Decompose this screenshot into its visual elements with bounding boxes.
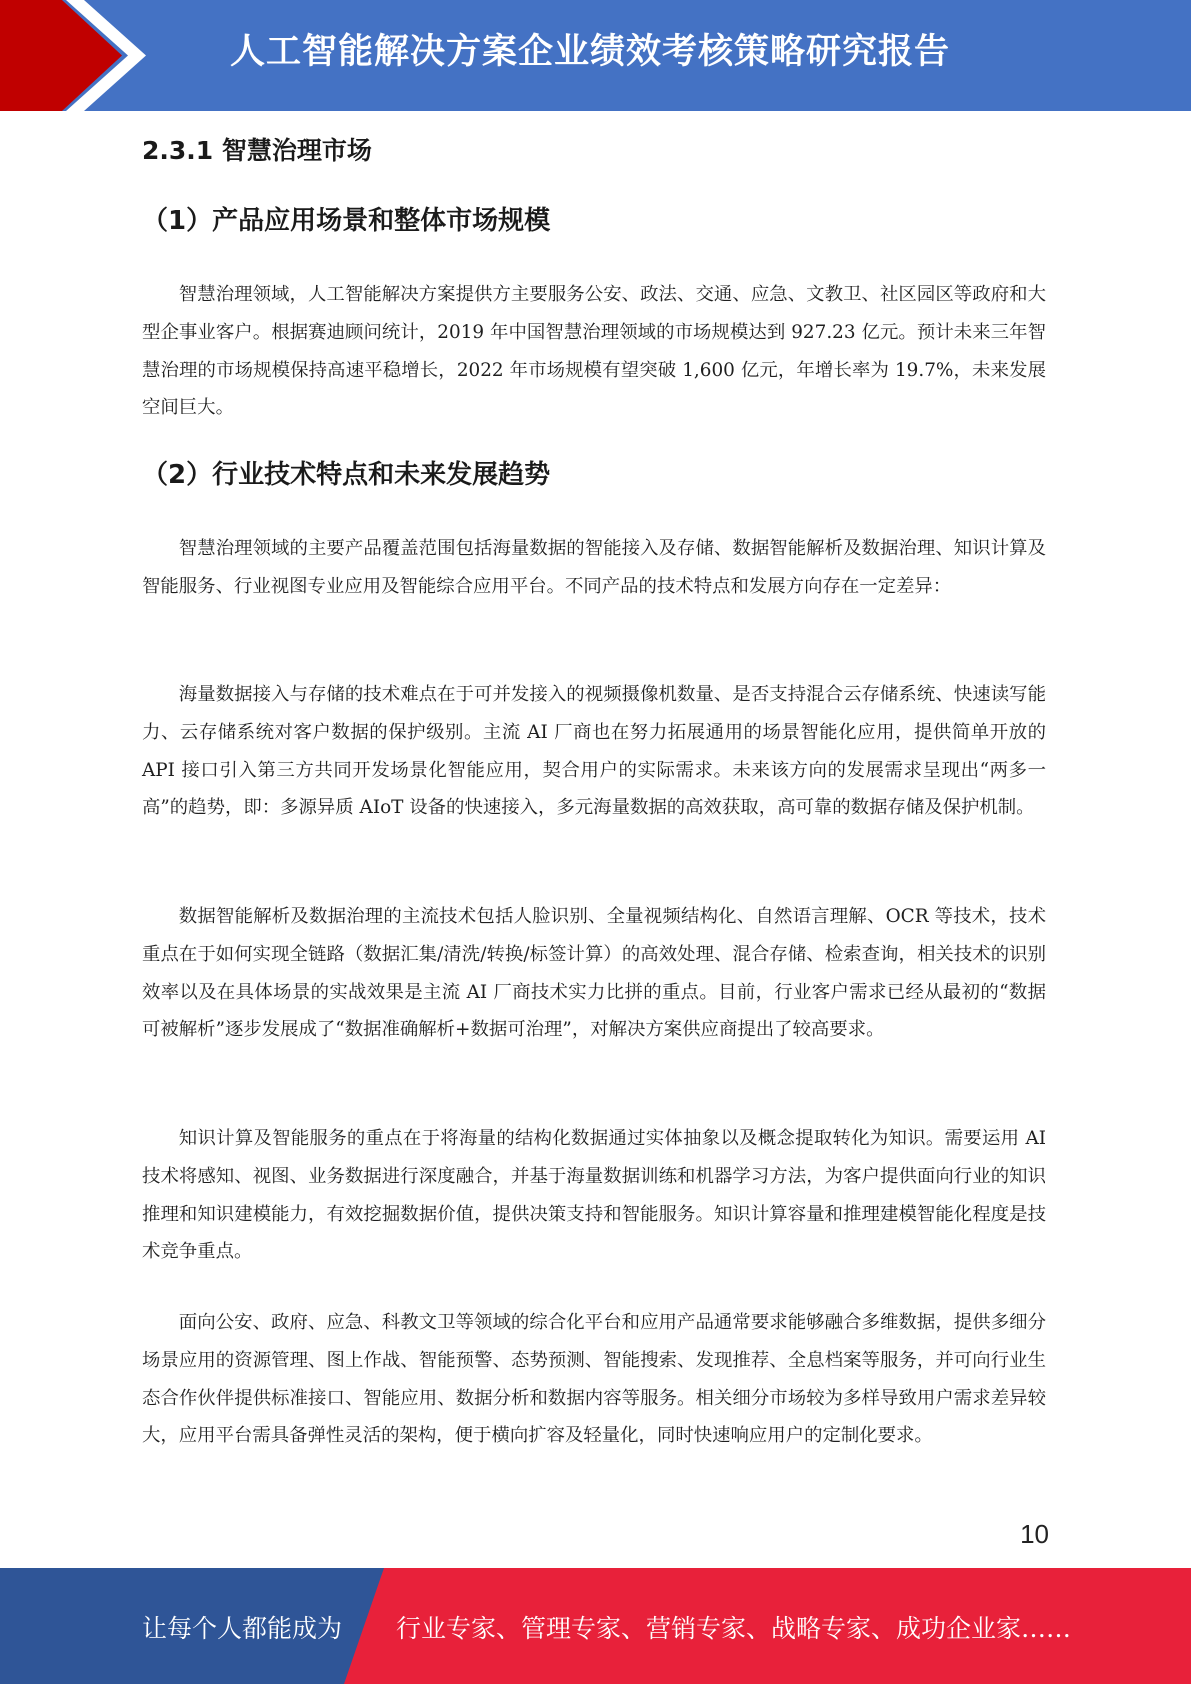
paragraph-integrated-platform: 面向公安、政府、应急、科教文卫等领域的综合化平台和应用产品通常要求能够融合多维数据，提供多细分场景应用的资源管理、图上作战、智能预警、态势预测、智能搜索、发现推荐、全息档案等服务，并可向行业生态合作伙伴提供标准接口、智能应用、数据分析和数据内容等服务。相关细分市场较为多样导致用户需求差异较大，应用平台需具备弹性灵活的架构，便于横向扩容及轻量化，同时快速响应用户的定制化要求。 (142, 1312, 1046, 1447)
page-footer-band (0, 1568, 1191, 1684)
subsection-heading-2: （2）行业技术特点和未来发展趋势 (142, 460, 551, 490)
section-heading: 2.3.1 智慧治理市场 (142, 136, 372, 165)
footer-slogan-left: 让每个人都能成为 (142, 1614, 343, 1643)
subsection-heading-1: （1）产品应用场景和整体市场规模 (142, 206, 551, 236)
paragraph-product-overview: 智慧治理领域的主要产品覆盖范围包括海量数据的智能接入及存储、数据智能解析及数据治理、知识计算及智能服务、行业视图专业应用及智能综合应用平台。不同产品的技术特点和发展方向存在一定差异： (142, 538, 1046, 597)
report-title: 人工智能解决方案企业绩效考核策略研究报告 (230, 32, 951, 72)
page-header-band (0, 0, 1191, 111)
paragraph-market-size: 智慧治理领域，人工智能解决方案提供方主要服务公安、政法、交通、应急、文教卫、社区园区等政府和大型企事业客户。根据赛迪顾问统计，2019 年中国智慧治理领域的市场规模达到 927.23 亿元。预计未来三年智慧治理的市场规模保持高速平稳增长，2022 年市场规模有望突破 1,600 亿元，年增长率为 19.7%，未来发展空间巨大。 (142, 284, 1046, 419)
paragraph-knowledge-computing: 知识计算及智能服务的重点在于将海量的结构化数据通过实体抽象以及概念提取转化为知识。需要运用 AI 技术将感知、视图、业务数据进行深度融合，并基于海量数据训练和机器学习方法，为客户提供面向行业的知识推理和知识建模能力，有效挖掘数据价值，提供决策支持和智能服务。知识计算容量和推理建模智能化程度是技术竞争重点。 (142, 1128, 1046, 1263)
page-number: 10 (1020, 1519, 1049, 1549)
paragraph-data-access-storage: 海量数据接入与存储的技术难点在于可并发接入的视频摄像机数量、是否支持混合云存储系统、快速读写能力、云存储系统对客户数据的保护级别。主流 AI 厂商也在努力拓展通用的场景智能化应用，提供简单开放的 API 接口引入第三方共同开发场景化智能应用，契合用户的实际需求。未来该方向的发展需求呈现出“两多一高”的趋势，即：多源异质 AIoT 设备的快速接入，多元海量数据的高效获取，高可靠的数据存储及保护机制。 (142, 684, 1046, 819)
footer-slogan-right: 行业专家、管理专家、营销专家、战略专家、成功企业家…… (396, 1614, 1072, 1643)
chevron-arrow-icon (0, 0, 150, 111)
paragraph-data-analysis-governance: 数据智能解析及数据治理的主流技术包括人脸识别、全量视频结构化、自然语言理解、OCR 等技术，技术重点在于如何实现全链路（数据汇集/清洗/转换/标签计算）的高效处理、混合存储、检索查询，相关技术的识别效率以及在具体场景的实战效果是主流 AI 厂商技术实力比拼的重点。目前，行业客户需求已经从最初的“数据可被解析”逐步发展成了“数据准确解析+数据可治理”，对解决方案供应商提出了较高要求。 (142, 906, 1046, 1041)
